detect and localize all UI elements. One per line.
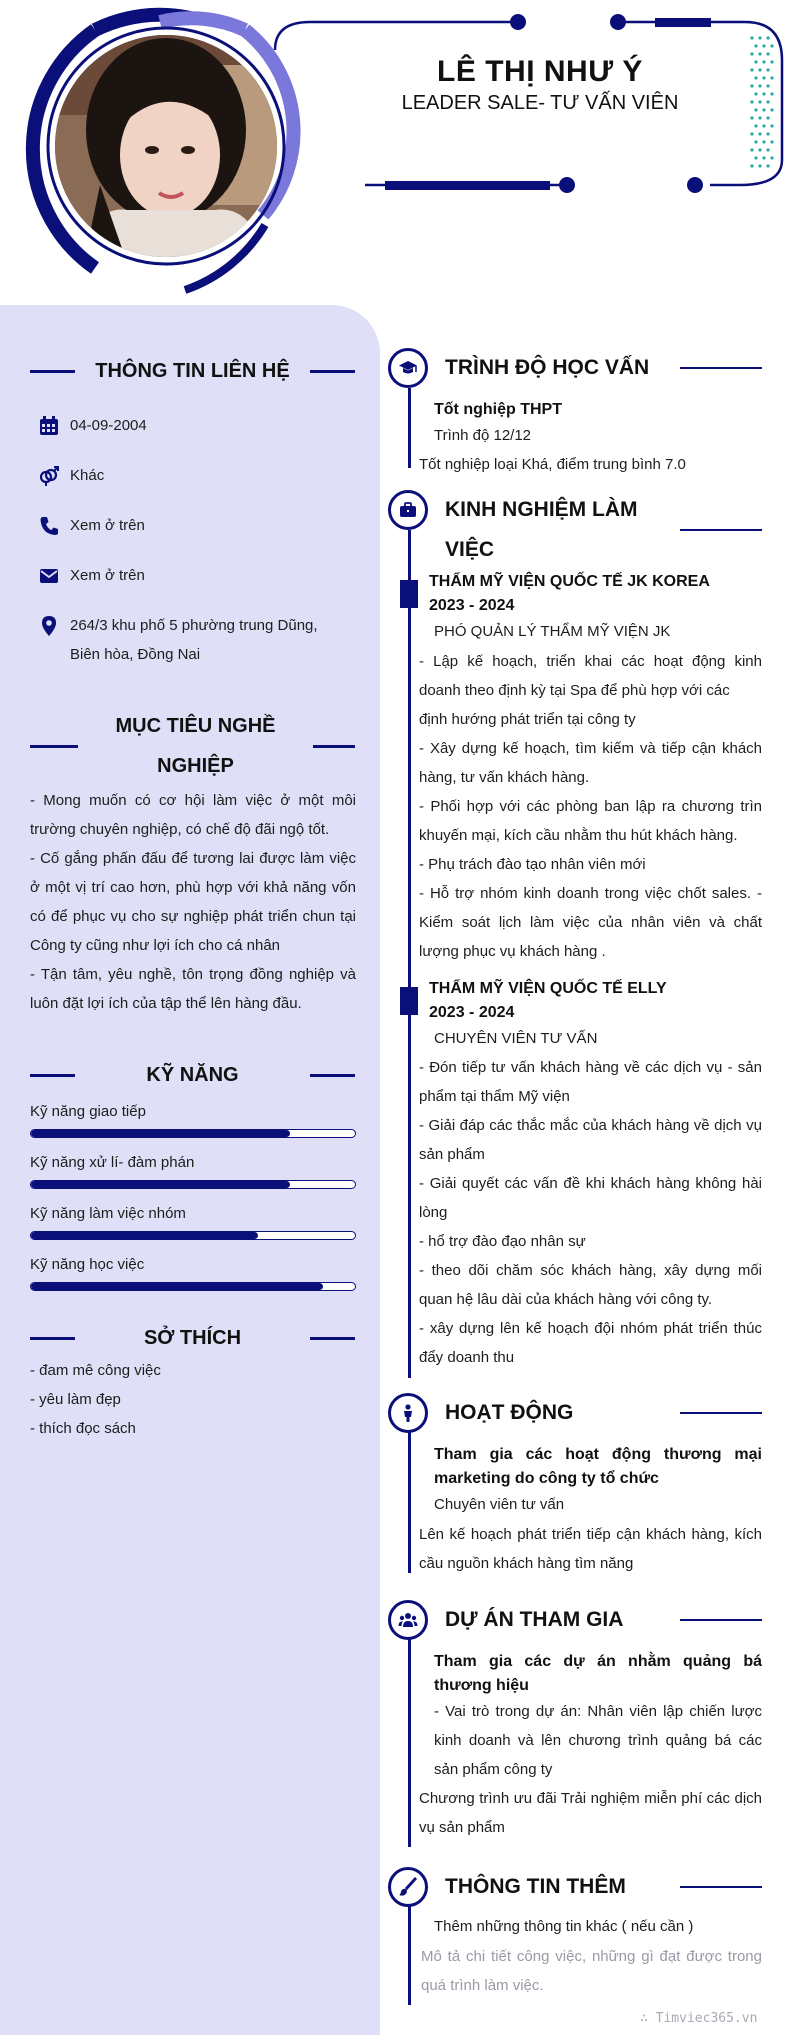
project-description: Chương trình ưu đãi Trải nghiệm miễn phí các dịch vụ sản phẩm bbox=[419, 1790, 762, 1836]
hobby-item: - yêu làm đẹp bbox=[30, 1391, 121, 1408]
header bbox=[0, 0, 800, 305]
skill-progress-fill bbox=[31, 1130, 290, 1137]
education-title: TRÌNH ĐỘ HỌC VẤN bbox=[445, 356, 650, 379]
job-description: - Lập kế hoạch, triển khai các hoạt động kinh doanh theo định kỳ tại Spa để phù hợp với các định hướng phát triển tại công ty - Xây dựng kế hoạch, tìm kiếm và tiếp cận khách hàng, tư vấn khách hàng. - Phối hợp với các phòng ban lập ra chương trìn khuyến mại, kích cầu nhằm thu hút khách hàng. - Phụ trách đào tạo nhân viên mới - Hỗ trợ nhóm kinh doanh trong việc chốt sales. - Kiểm soát lịch làm việc của nhân viên và chất lượng phục vụ khách hàng . bbox=[419, 653, 762, 960]
graduation-cap-icon bbox=[398, 358, 418, 378]
avatar bbox=[55, 35, 277, 257]
activity-name: Tham gia các hoạt động thương mại marketing do công ty tổ chức bbox=[434, 1446, 762, 1487]
hobbies-heading: SỞ THÍCH bbox=[30, 1318, 355, 1358]
job-description: - Đón tiếp tư vấn khách hàng về các dịch vụ - sản phẩm tại thẩm Mỹ viện - Giải đáp các thắc mắc của khách hàng về dịch vụ sản phẩm - Giải quyết các vấn đề khi khách hàng không hài lòng - hổ trợ đào đạo nhân sự - theo dõi chăm sóc khách hàng, xây dựng mối quan hệ lâu dài của khách hàng với công ty. - xây dựng lên kế hoạch đội nhóm phát triển thúc đẩy doanh thu bbox=[419, 1059, 762, 1366]
hobby-item: - thích đọc sách bbox=[30, 1420, 136, 1437]
experience-header-icon bbox=[388, 490, 428, 530]
job-role: CHUYÊN VIÊN TƯ VẤN bbox=[434, 1030, 598, 1047]
objective-heading: MỤC TIÊU NGHỀ NGHIỆP bbox=[30, 706, 355, 786]
job-company: THẨM MỸ VIỆN QUỐC TẾ JK KOREA 2023 - 2024 bbox=[429, 573, 710, 614]
job-company: THẨM MỸ VIỆN QUỐC TẾ ELLY 2023 - 2024 bbox=[429, 980, 667, 1021]
candidate-name: LÊ THỊ NHƯ Ý bbox=[437, 55, 643, 88]
objective-text: - Mong muốn có cơ hội làm việc ở một môi trường chuyên nghiệp, có chế độ đãi ngộ tốt. - Cố gắng phấn đấu để tương lai được làm việc ở một vị trí cao hơn, phù hợp với khả năng vốn có để phục vụ cho sự nghiệp phát triển chun tại Công ty cũng như lợi ích cho cá nhân - Tận tâm, yêu nghề, tôn trọng đồng nghiệp và luôn đặt lợi ích của tập thể lên hàng đầu. bbox=[30, 792, 356, 1012]
briefcase-icon bbox=[398, 500, 418, 520]
skill-progress-bar bbox=[30, 1180, 356, 1189]
project-name: Tham gia các dự án nhằm quảng bá thương hiệu bbox=[434, 1653, 762, 1694]
activities-title: HOẠT ĐỘNG bbox=[445, 1401, 574, 1424]
additional-header-icon bbox=[388, 1867, 428, 1907]
additional-line1: Thêm những thông tin khác ( nếu cần ) bbox=[434, 1918, 694, 1935]
mail-icon bbox=[38, 565, 60, 587]
job-marker bbox=[400, 580, 418, 608]
users-icon bbox=[398, 1610, 418, 1630]
skill-progress-fill bbox=[31, 1181, 290, 1188]
additional-title: THÔNG TIN THÊM bbox=[445, 1875, 626, 1898]
dot-grid bbox=[750, 36, 773, 167]
project-role: - Vai trò trong dự án: Nhân viên lập chiến lược kinh doanh và lên chương trình quảng bá các sản phẩm công ty bbox=[434, 1703, 762, 1778]
additional-line2: Mô tả chi tiết công việc, những gì đạt được trong quá trình làm việc. bbox=[421, 1948, 762, 1994]
education-note: Tốt nghiệp loại Khá, điểm trung bình 7.0 bbox=[419, 456, 686, 473]
gender-icon bbox=[38, 465, 60, 487]
projects-title: DỰ ÁN THAM GIA bbox=[445, 1608, 624, 1631]
skill-item: Kỹ năng làm việc nhóm bbox=[30, 1203, 356, 1240]
experience-title: KINH NGHIỆM LÀM VIỆC bbox=[445, 498, 638, 561]
contact-email: Xem ở trên bbox=[38, 561, 330, 590]
skill-progress-bar bbox=[30, 1282, 356, 1291]
hobby-item: - đam mê công việc bbox=[30, 1362, 161, 1379]
skills-heading: KỸ NĂNG bbox=[30, 1055, 355, 1095]
watermark: ∴ Timviec365.vn bbox=[640, 2011, 758, 2026]
job-marker bbox=[400, 987, 418, 1015]
skill-progress-fill bbox=[31, 1283, 323, 1290]
brush-icon bbox=[398, 1877, 418, 1897]
candidate-job-title: LEADER SALE- TƯ VẤN VIÊN bbox=[401, 92, 679, 114]
education-header-icon bbox=[388, 348, 428, 388]
contact-phone: Xem ở trên bbox=[38, 511, 330, 540]
job-role: PHÓ QUẢN LÝ THẨM MỸ VIỆN JK bbox=[434, 623, 671, 640]
skill-item: Kỹ năng giao tiếp bbox=[30, 1101, 356, 1138]
skill-progress-fill bbox=[31, 1232, 258, 1239]
education-degree: Tốt nghiệp THPT bbox=[434, 401, 562, 418]
contact-heading: THÔNG TIN LIÊN HỆ bbox=[30, 351, 355, 391]
location-pin-icon bbox=[38, 615, 60, 637]
contact-gender: Khác bbox=[38, 461, 330, 490]
phone-icon bbox=[38, 515, 60, 537]
skill-item: Kỹ năng xử lí- đàm phán bbox=[30, 1152, 356, 1189]
contact-birthday: 04-09-2004 bbox=[38, 411, 330, 440]
calendar-icon bbox=[38, 415, 60, 437]
activity-description: Lên kế hoạch phát triển tiếp cận khách hàng, kích cầu nguồn khách hàng tìm năng bbox=[419, 1526, 762, 1572]
skill-progress-bar bbox=[30, 1129, 356, 1138]
activities-header-icon bbox=[388, 1393, 428, 1433]
skill-item: Kỹ năng học việc bbox=[30, 1254, 356, 1291]
activity-role: Chuyên viên tư vấn bbox=[434, 1496, 565, 1513]
education-level: Trình độ 12/12 bbox=[434, 427, 532, 444]
projects-header-icon bbox=[388, 1600, 428, 1640]
person-icon bbox=[398, 1403, 418, 1423]
contact-address: 264/3 khu phố 5 phường trung Dũng, Biên hòa, Đồng Nai bbox=[38, 611, 330, 669]
skill-progress-bar bbox=[30, 1231, 356, 1240]
